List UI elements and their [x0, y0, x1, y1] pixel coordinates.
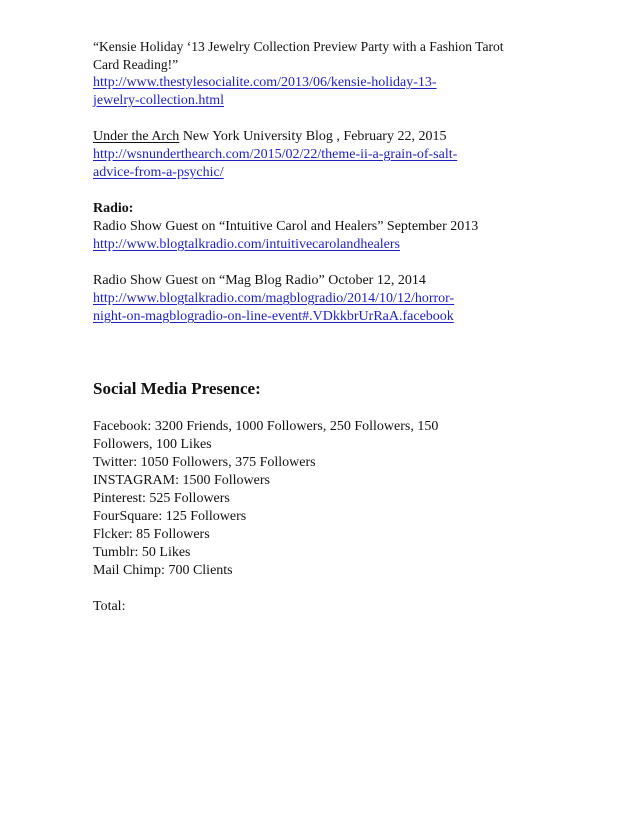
radio-section: [93, 200, 563, 326]
spacer: [93, 254, 563, 272]
press-title-line: Card Reading!”: [93, 57, 179, 72]
radio-show-1-text: Radio Show Guest on “Intuitive Carol and Healers” September 2013: [93, 219, 479, 234]
social-heading: Social Media Presence:: [93, 379, 261, 398]
document-body: [93, 38, 563, 616]
under-arch-link[interactable]: http://wsnunderthearch.com/2015/02/22/theme-ii-a-grain-of-salt-: [93, 147, 458, 162]
social-item: Pinterest: 525 Followers: [93, 491, 230, 506]
social-item: Twitter: 1050 Followers, 375 Followers: [93, 455, 316, 470]
social-item: FourSquare: 125 Followers: [93, 509, 247, 524]
spacer: [93, 580, 563, 598]
social-item: Followers, 100 Likes: [93, 437, 212, 452]
stylesocialite-link[interactable]: http://www.thestylesocialite.com/2013/06/kensie-holiday-13-: [93, 75, 437, 90]
radio-heading: Radio:: [93, 201, 134, 216]
radio-show-1-link[interactable]: http://www.blogtalkradio.com/intuitivecarolandhealers: [93, 237, 401, 252]
total-label: Total:: [93, 599, 126, 614]
social-item: Facebook: 3200 Friends, 1000 Followers, 250 Followers, 150: [93, 419, 439, 434]
spacer: [93, 400, 563, 418]
under-arch-link[interactable]: advice-from-a-psychic/: [93, 165, 224, 180]
social-item: Mail Chimp: 700 Clients: [93, 563, 233, 578]
radio-show-2-text: Radio Show Guest on “Mag Blog Radio” October 12, 2014: [93, 273, 426, 288]
under-arch-source-name: Under the Arch: [93, 129, 180, 144]
spacer: [93, 326, 563, 378]
social-item: Tumblr: 50 Likes: [93, 545, 191, 560]
spacer: [93, 182, 563, 200]
under-arch-source: [93, 128, 563, 146]
radio-show-2-link[interactable]: http://www.blogtalkradio.com/magblogradio/2014/10/12/horror-: [93, 291, 455, 306]
press-entry-under-arch: [93, 128, 563, 182]
social-section: [93, 378, 563, 616]
press-entry-stylesocialite: [93, 38, 563, 110]
social-item: INSTAGRAM: 1500 Followers: [93, 473, 270, 488]
under-arch-source-details: New York University Blog , February 22, 2015: [179, 129, 447, 144]
social-item: Flcker: 85 Followers: [93, 527, 210, 542]
stylesocialite-link[interactable]: jewelry-collection.html: [93, 93, 225, 108]
press-title-line: “Kensie Holiday ‘13 Jewelry Collection Preview Party with a Fashion Tarot: [93, 39, 504, 54]
radio-show-2-link[interactable]: night-on-magblogradio-on-line-event#.VDkkbrUrRaA.facebook: [93, 309, 454, 324]
spacer: [93, 110, 563, 128]
